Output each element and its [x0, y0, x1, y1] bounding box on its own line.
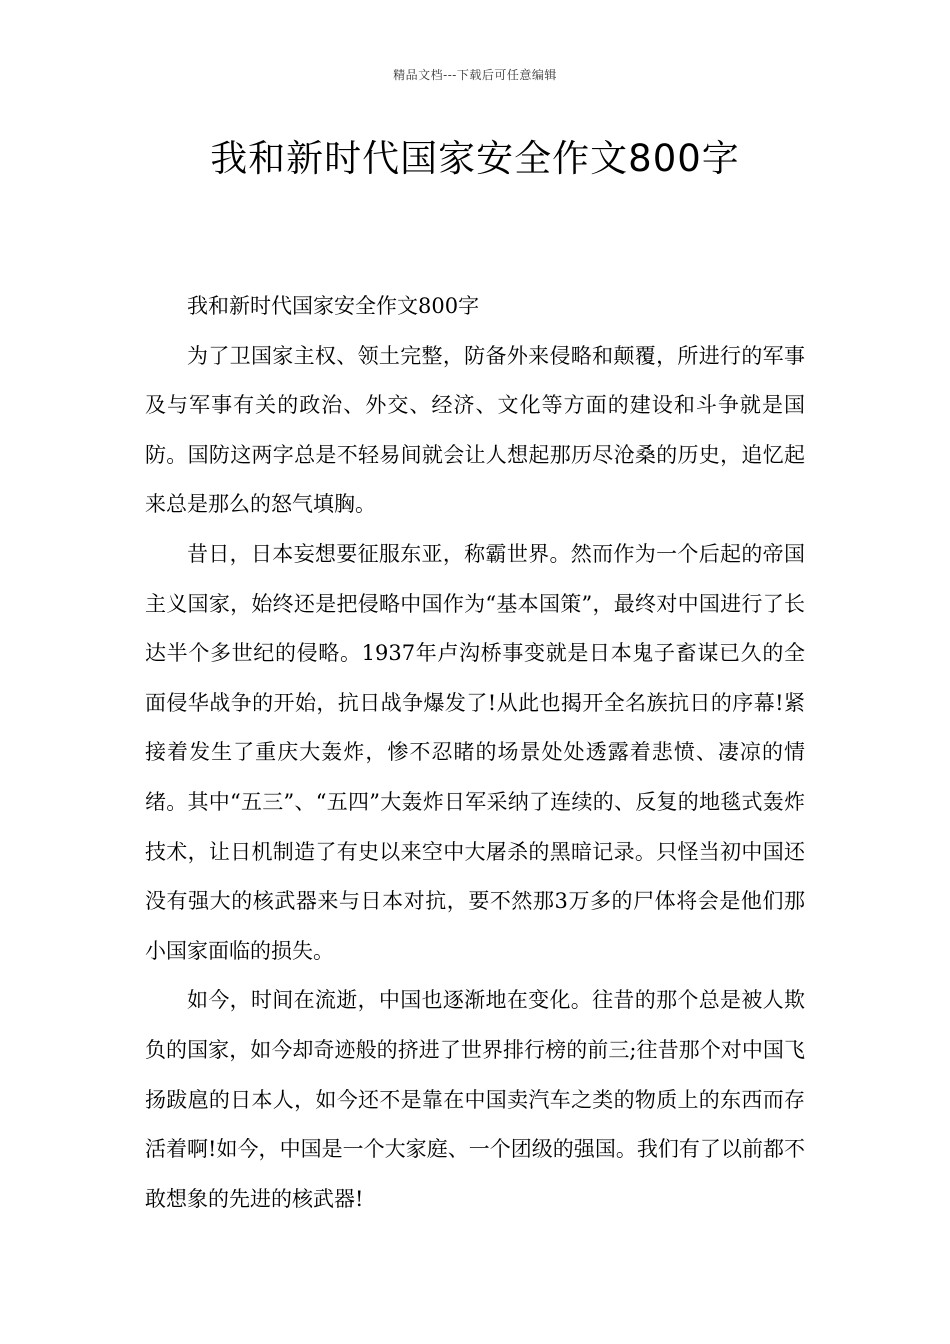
document-title: 我和新时代国家安全作文800字 [210, 137, 740, 180]
body-paragraph: 昔日，日本妄想要征服东亚，称霸世界。然而作为一个后起的帝国主义国家，始终还是把侵略中国作为“基本国策”，最终对中国进行了长达半个多世纪的侵略。1937年卢沟桥事变就是日本鬼子畜谋已久的全面侵华战争的开始，抗日战争爆发了!从此也揭开全名族抗日的序幕!紧接着发生了重庆大轰炸，惨不忍睹的场景处处透露着悲愤、凄凉的情绪。其中“五三”、“五四”大轰炸日军采纳了连续的、反复的地毯式轰炸技术，让日机制造了有史以来空中大屠杀的黑暗记录。只怪当初中国还没有强大的核武器来与日本对抗，要不然那3万多的尸体将会是他们那小国家面临的损失。 [145, 541, 805, 963]
document-body [145, 282, 805, 1224]
body-paragraph: 为了卫国家主权、领土完整，防备外来侵略和颠覆，所进行的军事及与军事有关的政治、外交、经济、文化等方面的建设和斗争就是国防。国防这两字总是不轻易间就会让人想起那历尽沧桑的历史，追忆起来总是那么的怒气填胸。 [145, 343, 805, 517]
body-paragraph: 如今，时间在流逝，中国也逐渐地在变化。往昔的那个总是被人欺负的国家，如今却奇迹般的挤进了世界排行榜的前三;往昔那个对中国飞扬跋扈的日本人，如今还不是靠在中国卖汽车之类的物质上的东西而存活着啊!如今，中国是一个大家庭、一个团级的强国。我们有了以前都不敢想象的先进的核武器! [145, 988, 805, 1211]
header-note: 精品文档---下载后可任意编辑 [393, 68, 557, 82]
body-paragraph-subtitle: 我和新时代国家安全作文800字 [187, 294, 480, 318]
